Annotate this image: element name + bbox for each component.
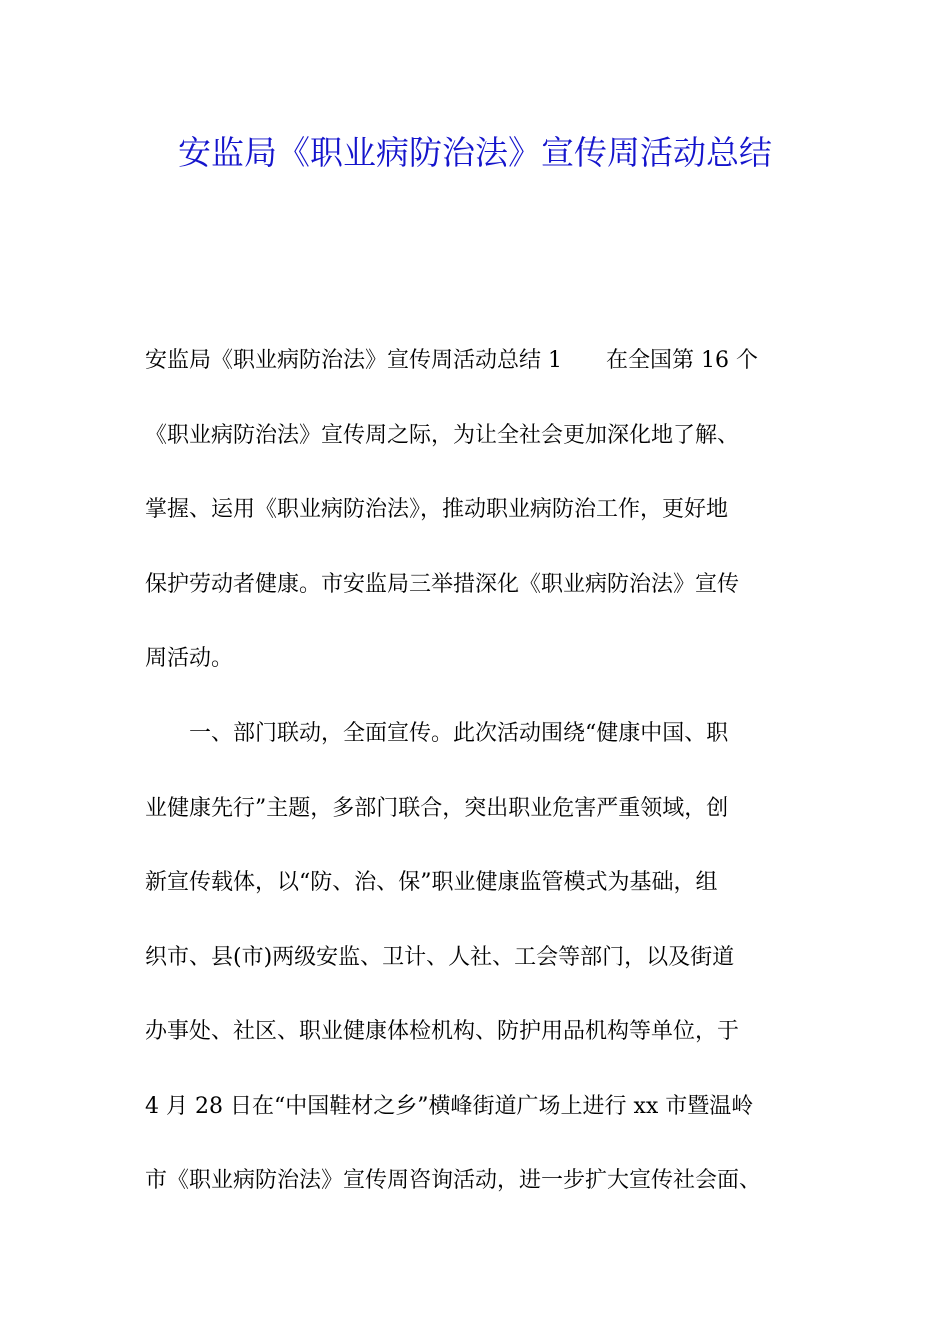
paragraph-2 (145, 697, 815, 1219)
paragraph-line: 一、部门联动，全面宣传。此次活动围绕“健康中国、职 (145, 721, 729, 746)
paragraph-line: 周活动。 (145, 646, 234, 671)
document-title: 安监局《职业病防治法》宣传周活动总结 (178, 133, 772, 172)
paragraph-line: 《职业病防治法》宣传周之际，为让全社会更加深化地了解、 (145, 422, 740, 448)
paragraph-line: 4 月 28 日在“中国鞋材之乡”横峰街道广场上进行 xx 市暨温岭 (145, 1093, 754, 1119)
paragraph-line: 掌握、运用《职业病防治法》，推动职业病防治工作，更好地 (145, 497, 729, 522)
paragraph-line: 市《职业病防治法》宣传周咨询活动，进一步扩大宣传社会面、 (145, 1168, 762, 1193)
paragraph-line: 织市、县(市)两级安监、卫计、人社、工会等部门，以及街道 (145, 944, 735, 970)
paragraph-line: 新宣传载体，以“防、治、保”职业健康监管模式为基础，组 (145, 870, 718, 895)
paragraph-1 (145, 324, 815, 697)
paragraph-line: 安监局《职业病防治法》宣传周活动总结 1 在全国第 16 个 (145, 348, 758, 373)
paragraph-line: 办事处、社区、职业健康体检机构、防护用品机构等单位，于 (145, 1019, 740, 1044)
paragraph-line: 保护劳动者健康。市安监局三举措深化《职业病防治法》宣传 (145, 571, 740, 597)
paragraph-line: 业健康先行”主题，多部门联合，突出职业危害严重领域，创 (145, 795, 729, 821)
